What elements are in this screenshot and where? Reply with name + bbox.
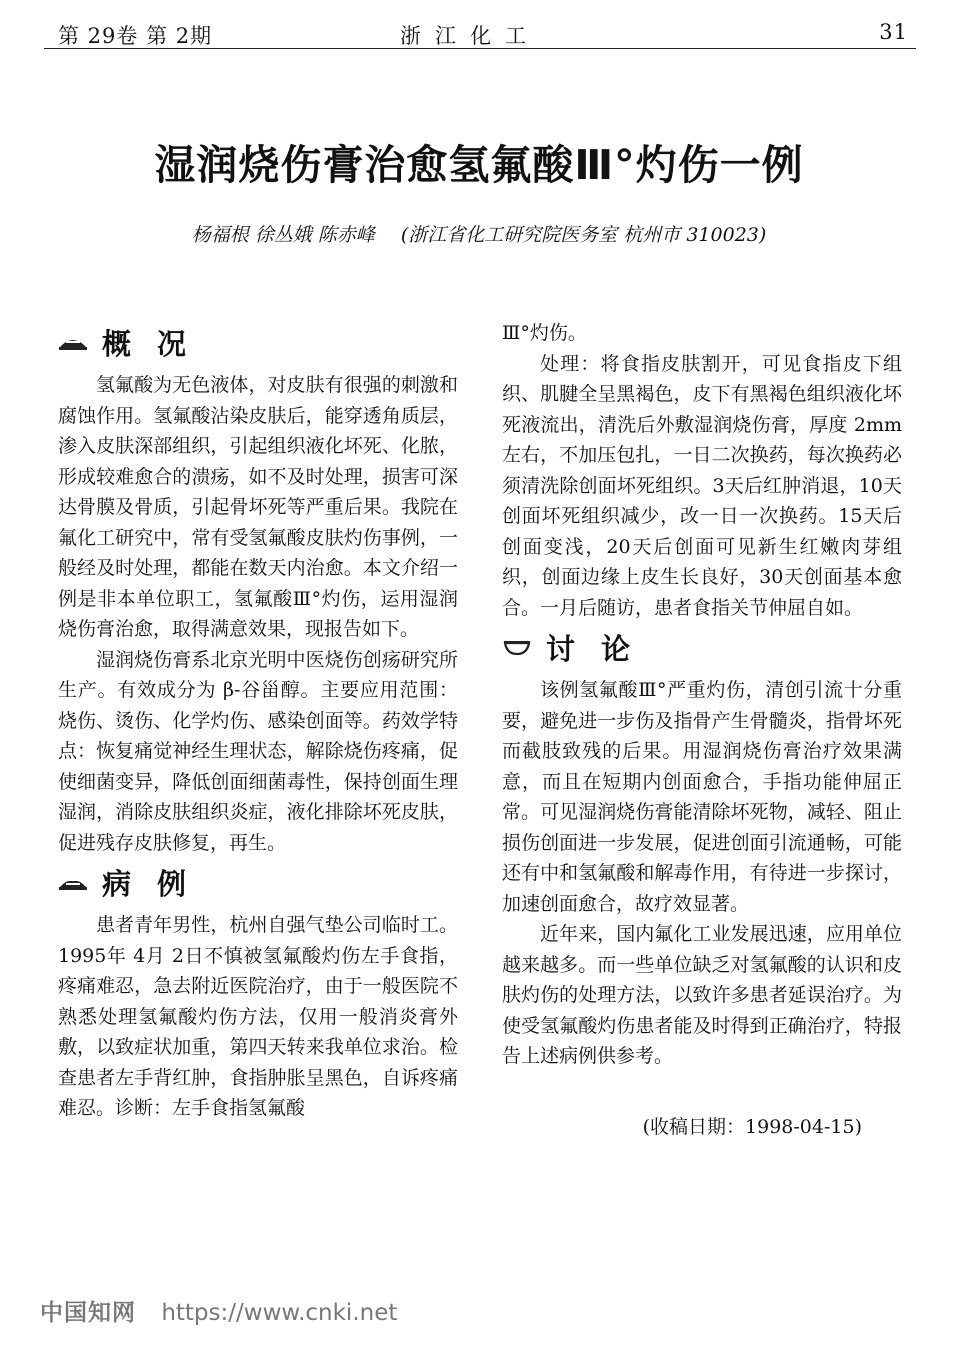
right-column: [502, 318, 902, 1142]
article-title: 湿润烧伤膏治愈氢氟酸Ⅲ°灼伤一例: [154, 141, 804, 189]
section-number-two-icon: [58, 872, 88, 892]
volume-issue: 第 29卷 第 2期: [58, 24, 213, 48]
left-column: [58, 318, 458, 1124]
discussion-paragraph-1: 该例氢氟酸Ⅲ°严重灼伤，清创引流十分重要，避免进一步伤及指骨产生骨髓炎，指骨坏死而截肢致残的后果。用湿润烧伤膏治疗效果满意，而且在短期内创面愈合，手指功能伸屈正常。可见湿润烧伤膏能清除坏死物，减轻、阻止损伤创面进一步发展，促进创面引流通畅，可能还有中和氢氟酸和解毒作用，有待进一步探讨，加速创面愈合，故疗效显著。: [502, 679, 902, 915]
section-number-one-icon: [58, 332, 88, 352]
authors: 杨福根 徐丛娥 陈赤峰: [191, 224, 375, 246]
section-title-overview: 概况: [102, 326, 213, 361]
section-head-case: [58, 860, 458, 904]
section-head-overview: [58, 320, 458, 364]
running-header: [44, 18, 916, 49]
journal-name: 浙江化工: [400, 24, 540, 48]
section-head-discussion: [502, 625, 902, 669]
received-date: (收稿日期：1998-04-15): [642, 1115, 862, 1138]
overview-paragraph-1: 氢氟酸为无色液体，对皮肤有很强的刺激和腐蚀作用。氢氟酸沾染皮肤后，能穿透角质层，渗入皮肤深部组织，引起组织液化坏死、化脓，形成较难愈合的溃疡，如不及时处理，损害可深达骨膜及骨质，引起骨坏死等严重后果。我院在氟化工研究中，常有受氢氟酸皮肤灼伤事例，一般经及时处理，都能在数天内治愈。本文介绍一例是非本单位职工，氢氟酸Ⅲ°灼伤，运用湿润烧伤膏治愈，取得满意效果，现报告如下。: [58, 374, 458, 640]
byline: [0, 220, 958, 247]
page-number: 31: [879, 20, 908, 44]
case-paragraph-1: 患者青年男性，杭州自强气垫公司临时工。1995年 4月 2日不慎被氢氟酸灼伤左手食指，疼痛难忍，急去附近医院治疗，由于一般医院不熟悉处理氢氟酸灼伤方法，仅用一般消炎膏外敷，以致症状加重，第四天转来我单位求治。检查患者左手背红肿，食指肿胀呈黑色，自诉疼痛难忍。诊断：左手食指氢氟酸: [58, 914, 458, 1119]
section-number-three-icon: [502, 637, 532, 657]
cnki-logo: 中国知网: [40, 1300, 136, 1326]
cnki-url[interactable]: https://www.cnki.net: [161, 1300, 398, 1326]
section-title-discussion: 讨论: [546, 631, 657, 666]
treatment-paragraph: 处理：将食指皮肤割开，可见食指皮下组织、肌腱全呈黑褐色，皮下有黑褐色组织液化坏死液流出，清洗后外敷湿润烧伤膏，厚度 2mm左右，不加压包扎，一日二次换药，每次换药必须清洗除创面坏死组织。3天后红肿消退，10天创面坏死组织减少，改一日一次换药。15天后创面变浅，20天后创面可见新生红嫩肉芽组织，创面边缘上皮生长良好，30天创面基本愈合。一月后随访，患者食指关节伸屈自如。: [502, 352, 902, 619]
discussion-paragraph-2: 近年来，国内氟化工业发展迅速，应用单位越来越多。而一些单位缺乏对氢氟酸的认识和皮肤灼伤的处理方法，以致许多患者延误治疗。为使受氢氟酸灼伤患者能及时得到正确治疗，特报告上述病例供参考。: [502, 923, 902, 1067]
case-continuation: Ⅲ°灼伤。: [502, 322, 587, 344]
cnki-footer: [40, 1294, 397, 1324]
section-title-case: 病例: [102, 866, 213, 901]
overview-paragraph-2: 湿润烧伤膏系北京光明中医烧伤创疡研究所生产。有效成分为 β-谷甾醇。主要应用范围：烧伤、烫伤、化学灼伤、感染创面等。药效学特点：恢复痛觉神经生理状态，解除烧伤疼痛，促使细菌变异，降低创面细菌毒性，保持创面生理湿润，消除皮肤组织炎症，液化排除坏死皮肤，促进残存皮肤修复，再生。: [58, 648, 458, 854]
affiliation: (浙江省化工研究院医务室 杭州市 310023): [400, 224, 767, 246]
